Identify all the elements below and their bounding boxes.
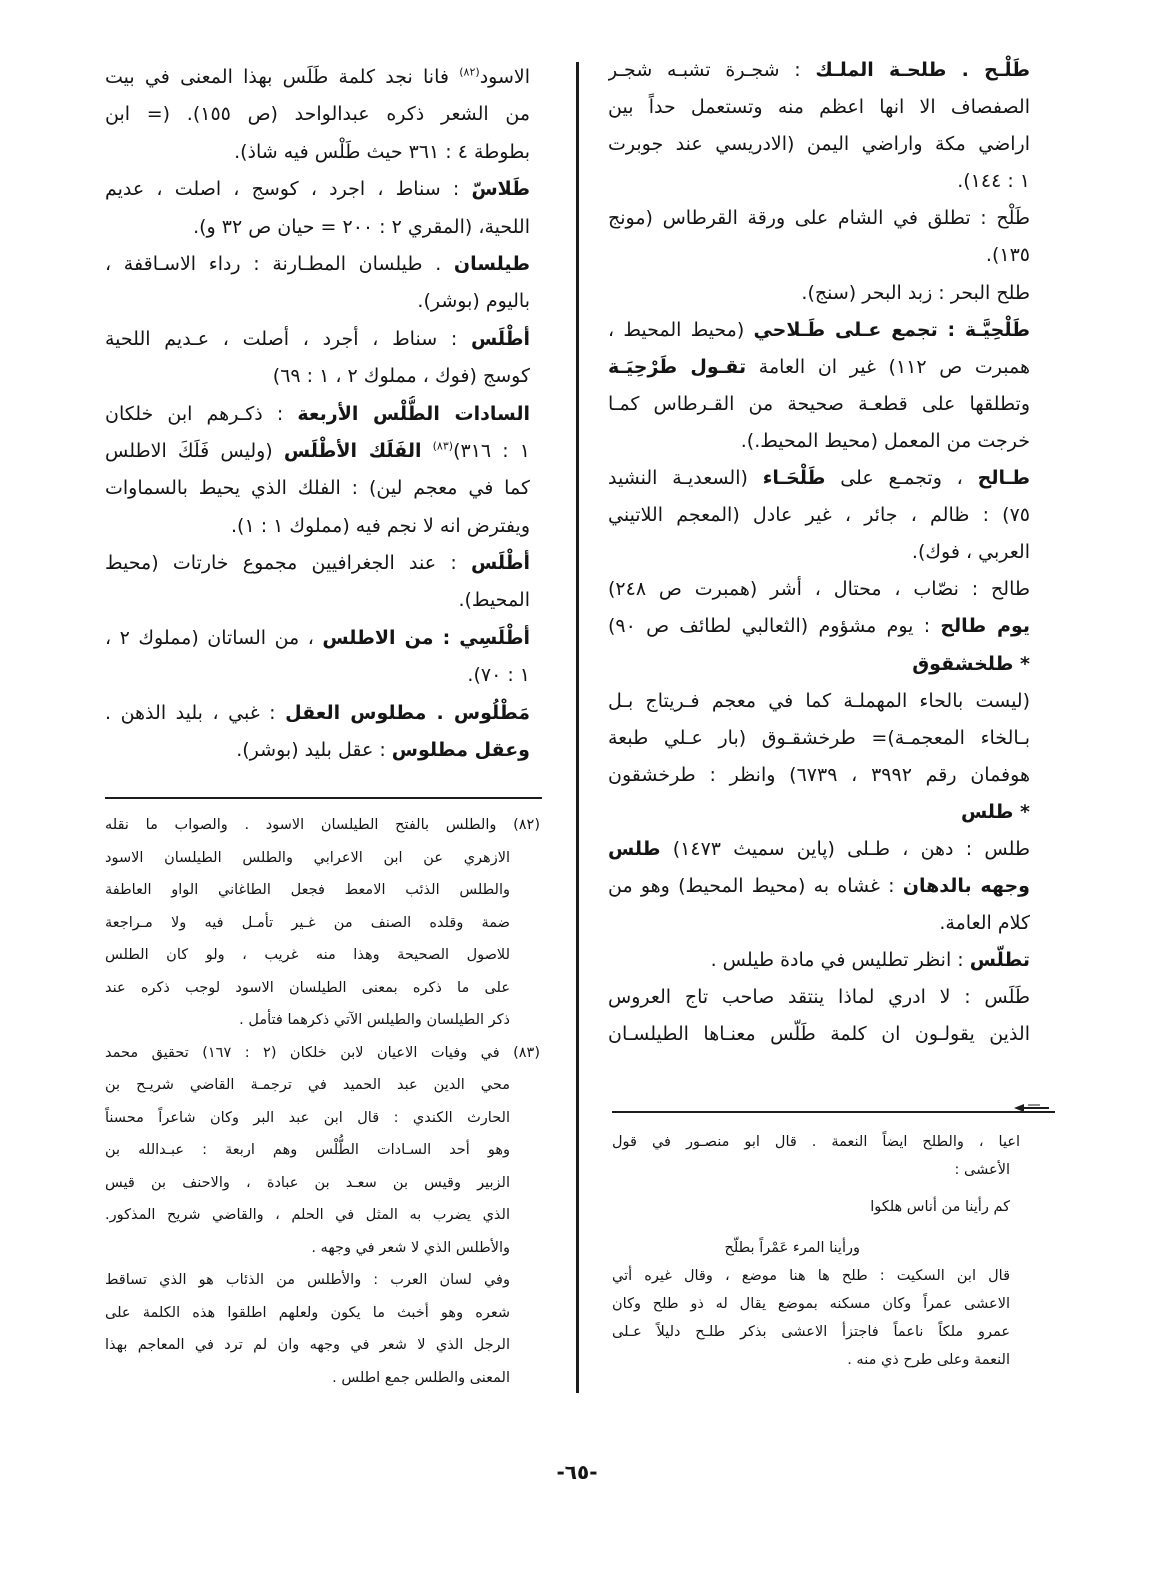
text-line xyxy=(105,470,530,507)
footnote-line: الزبير وقيس بن سعـد بن عبادة ، والاحنف بن قيس xyxy=(105,1174,510,1191)
entry-text: ١ : ٣١٦) xyxy=(453,439,530,462)
entry-text: (السعديـة النشيد xyxy=(608,467,763,490)
entry-text: اللحية، (المقري ٢ : ٢٠٠ = حيان ص ٣٢ و). xyxy=(193,215,530,238)
text-line xyxy=(608,275,1030,312)
page-number: -٦٥- xyxy=(556,1460,598,1484)
footnote-line: للاصول الصحيحة وهذا منه غريب ، ولو كان الطلس xyxy=(105,947,510,963)
text-line xyxy=(105,134,530,171)
entry-text: ١ : ٧٠). xyxy=(467,664,530,687)
footnote-line: الاعشى عمراً وكان مسكنه بموضع يقال له ذو طلح وكان xyxy=(612,1296,1010,1312)
entry-text: طَلَس : لا ادري لماذا ينتقد صاحب تاج العروس xyxy=(608,986,1030,1009)
entry-text: همبرت ص ١١٢) غير ان العامة xyxy=(746,355,1030,378)
right-footnote-divider xyxy=(612,1111,1055,1113)
text-line xyxy=(608,460,1030,497)
headword: أطْلَس xyxy=(470,552,530,575)
entry-text: : غشاه به (محيط المحيط) وهو من xyxy=(608,875,903,898)
text-line xyxy=(105,321,530,358)
footnote-line: وهو أحد السـادات الطُّلْس وهم اربعة : عبـدالله بن xyxy=(105,1142,510,1158)
text-line xyxy=(105,620,530,657)
entry-text: اراضي مكة واراضي اليمن (الادريسي عند جوبرت xyxy=(608,133,1030,156)
entry-text: الذين يقولـون ان كلمة طَلّس معنـاها الطيلسـان xyxy=(608,1023,1030,1046)
text-line xyxy=(608,126,1030,163)
footnote-line: والأطلس الذي لا شعر في وجهه . xyxy=(311,1239,510,1256)
entry-text: فانا نجد كلمة طَلَس بهذا المعنى في بيت xyxy=(105,66,460,88)
text-line xyxy=(608,831,1030,868)
text-line xyxy=(608,905,1030,942)
headword: طـالح xyxy=(977,467,1030,490)
text-line xyxy=(608,571,1030,608)
text-line xyxy=(105,209,530,246)
text-line xyxy=(105,732,530,769)
entry-text: : سناط ، أجرد ، أصلت ، عـديم اللحية xyxy=(105,327,471,350)
entry-text: ويفترض انه لا نجم فيه (مملوك ١ : ١). xyxy=(230,514,530,537)
entry-text: بطوطة ٤ : ٣٦١ حيث طَلْس فيه شاذ). xyxy=(234,140,530,163)
headword: تطلّس xyxy=(969,949,1030,972)
headword: تقـول طَرْحِيَـة xyxy=(608,355,747,378)
section-heading: * طلخشقوق xyxy=(912,652,1030,675)
entry-text: كوسج (فوك ، مملوك ٢ ، ١ : ٦٩) xyxy=(272,365,530,388)
entry-text: : ذكـرهم ابن خلكان xyxy=(105,402,298,425)
verse-line: ورأينا المرء عَمْراً بطلّح xyxy=(724,1240,860,1256)
text-line xyxy=(608,942,1030,979)
text-line xyxy=(608,423,1030,460)
text-line xyxy=(608,386,1030,423)
entry-text: (وليس فَلَكَ الاطلس xyxy=(105,439,284,462)
text-line xyxy=(105,433,530,470)
footnote-line: الرجل الذي لا شعر في وجهه وان لم ترد في المعاجم بهذا xyxy=(105,1337,510,1353)
text-line xyxy=(105,59,530,96)
continuation-arrow-icon xyxy=(1010,1100,1050,1116)
entry-text: كما في معجم لين) : الفلك الذي يحيط بالسماوات xyxy=(105,477,530,500)
text-line xyxy=(105,695,530,732)
entry-text: : عقل بليد (بوشر). xyxy=(236,739,392,762)
footnote-line: النعمة وعلى طرح ذي منه . xyxy=(847,1352,1010,1368)
headword: مَطْلُوس . مطلوس العقل xyxy=(285,701,530,724)
text-line xyxy=(608,163,1030,200)
entry-text: : شجـرة تشبـه شجـر xyxy=(608,59,816,81)
entry-text: (ليست بالحاء المهملـة كما في معجم فـريتاج بـل xyxy=(608,689,1030,712)
entry-text: : سناط ، اجرد ، كوسج ، اصلت ، عديم xyxy=(105,178,472,201)
footnote-line: قال ابن السكيت : طلح ها هنا موضع ، وقال غيره أتي xyxy=(612,1268,1010,1284)
text-line xyxy=(608,1016,1030,1053)
footnote-line: المعنى والطلس جمع اطلس . xyxy=(332,1369,510,1386)
footnote-line: الازهري عن ابن الاعرابي والطلس الطيلسان الاسود xyxy=(105,849,510,866)
text-line xyxy=(105,96,530,133)
headword: طَلْحَـاء xyxy=(762,467,826,490)
entry-text: : غبي ، بليد الذهن . xyxy=(105,701,286,724)
entry-text: باليوم (بوشر). xyxy=(417,290,530,313)
text-line xyxy=(608,312,1030,349)
entry-text: كلام العامة. xyxy=(939,912,1030,935)
text-line xyxy=(105,545,530,582)
text-line xyxy=(608,534,1030,571)
entry-text: ١ : ١٤٤). xyxy=(957,170,1030,193)
entry-text: طالح : نصّاب ، محتال ، أشر (همبرت ص ٢٤٨) xyxy=(608,578,1030,601)
entry-text: طلس : دهن ، طـلى (پاين سميث ١٤٧٣) xyxy=(660,837,1030,860)
text-line xyxy=(608,720,1030,757)
footnote-line: اعيا ، والطلح ايضاً النعمة . قال ابو منصـور في قول xyxy=(612,1134,1020,1150)
entry-text: وتطلقها على قطعـة صحيحة من القـرطاس كمـا xyxy=(608,392,1030,415)
text-line xyxy=(608,646,1030,683)
headword: السادات الطُّلْس الأربعة xyxy=(297,402,530,425)
right-footnotes xyxy=(612,1128,1020,1374)
text-line xyxy=(608,200,1030,237)
left-footnotes xyxy=(105,809,540,1394)
entry-text: المحيط). xyxy=(458,589,530,612)
headword: طَلْـح . طلحـة الملـك xyxy=(815,59,1030,81)
entry-text: بـالخاء المعجمـة)= طرخشقـوق (بار عـلي طبعة xyxy=(608,726,1030,749)
text-line xyxy=(105,171,530,208)
footnote-line: (٨٢) والطلس بالفتح الطيلسان الاسود . والصواب ما نقله xyxy=(105,817,540,833)
headword: طَلْحِيَّـة : تجمع عـلى طَـلاحي xyxy=(753,318,1030,341)
footnote-line: شعره وهو أخبث ما يكون ولعلهم اطلقوا هذه الكلمة على xyxy=(105,1304,510,1321)
headword: أطْلَسِي : من الاطلس xyxy=(322,626,530,649)
entry-text: العربي ، فوك). xyxy=(911,541,1030,564)
right-column-entries xyxy=(608,52,1030,1054)
footnote-line: والطلس الذئب الامعط فجعل الطاغاني الواو العاطفة xyxy=(105,882,510,898)
entry-text: هوفمان رقم ٣٩٩٢ ، ٦٧٣٩) وانظر : طرخشقون xyxy=(608,763,1030,786)
headword: وجهه بالدهان xyxy=(902,875,1030,898)
footnote-line: (٨٣) في وفيات الاعيان لابن خلكان (٢ : ١٦٧) تحقيق محمد xyxy=(105,1044,540,1061)
text-line xyxy=(608,89,1030,126)
text-line xyxy=(105,246,530,283)
footnote-reference: (٨٢) xyxy=(459,65,480,79)
headword: أطْلَس xyxy=(470,327,530,350)
text-line xyxy=(105,657,530,694)
text-line xyxy=(608,237,1030,274)
headword: وعقل مطلوس xyxy=(391,739,530,762)
left-column-entries xyxy=(105,59,530,769)
entry-text: الصفصاف الا انها اعظم منه وتستعمل حداً بين xyxy=(608,96,1030,119)
entry-text: (محيط المحيط ، xyxy=(608,318,754,341)
entry-text: طلح البحر : زبد البحر (سنج). xyxy=(801,281,1030,304)
entry-text: : انظر تطليس في مادة طيلس . xyxy=(710,949,970,972)
headword: طلس xyxy=(608,837,661,860)
entry-text: : يوم مشؤوم (الثعالبي لطائف ص ٩٠) xyxy=(608,615,941,638)
footnote-reference: (٨٣) xyxy=(432,439,454,453)
entry-text: خرجت من المعمل (محيط المحيط.). xyxy=(740,429,1030,452)
text-line xyxy=(608,52,1030,89)
footnote-line: الذي يضرب به المثل في الحلم ، والقاضي شريح المذكور. xyxy=(105,1207,510,1223)
text-line xyxy=(608,794,1030,831)
column-divider xyxy=(576,62,579,1393)
entry-text: ٧٥) : ظالم ، جائر ، غير عادل (المعجم اللاتيني xyxy=(608,504,1030,527)
headword: يوم طالح xyxy=(940,615,1030,638)
headword: طيلسان xyxy=(453,252,530,275)
verse-line: كم رأينا من أناس هلكوا xyxy=(870,1199,1010,1215)
footnote-line: محي الدين عبد الحميد في ترجمـة القاضي شريـح بن xyxy=(105,1077,510,1093)
text-line xyxy=(608,349,1030,386)
text-line xyxy=(105,582,530,619)
text-line xyxy=(608,979,1030,1016)
headword: الفَلَك الأطْلَس xyxy=(283,439,422,462)
footnote-line: الأعشى : xyxy=(954,1162,1010,1178)
entry-text: . طيلسان المطـارنة : رداء الاسـاقفة ، xyxy=(105,252,454,275)
left-footnote-divider xyxy=(105,797,542,799)
text-line xyxy=(105,283,530,320)
entry-text: طَلْح : تطلق في الشام على ورقة القرطاس (مونج xyxy=(608,207,1030,230)
entry-text: ، وتجمـع على xyxy=(825,467,978,490)
footnote-line: ذكر الطيلسان والطيلس الآتي ذكرهما فتأمل . xyxy=(239,1012,510,1028)
footnote-line: ضمة وقلده الصنف من غـير تأمـل فيه ولا مـراجعة xyxy=(105,914,510,931)
entry-text: : عند الجغرافيين مجموع خارتات (محيط xyxy=(105,552,471,575)
footnote-line: الحارث الكندي : قال ابن عبد البر وكان شاعراً محسناً xyxy=(105,1109,510,1126)
text-line xyxy=(105,358,530,395)
text-line xyxy=(105,508,530,545)
text-line xyxy=(105,396,530,433)
text-line xyxy=(608,868,1030,905)
text-line xyxy=(608,608,1030,645)
text-line xyxy=(608,683,1030,720)
entry-text: الاسود xyxy=(479,66,530,88)
text-line xyxy=(608,757,1030,794)
footnote-line: على ما ذكره بمعنى الطيلسان الاسود لوجب ذكره عند xyxy=(105,979,510,996)
footnote-line: وفي لسان العرب : والأطلس من الذئاب هو الذي تساقط xyxy=(105,1272,510,1288)
entry-text: ١٣٥). xyxy=(985,244,1030,267)
footnote-line: عمرو ملكاً ناعماً فاجتزأ الاعشى بذكر طلـح دليلاً عـلى xyxy=(612,1324,1010,1340)
section-heading: * طلس xyxy=(960,800,1030,823)
entry-text: من الشعر ذكره عبدالواحد (ص ١٥٥). (= ابن xyxy=(105,103,530,126)
entry-text: ، من الساتان (مملوك ٢ ، xyxy=(105,626,323,649)
headword: طَلاسّ xyxy=(471,178,530,201)
text-line xyxy=(608,497,1030,534)
